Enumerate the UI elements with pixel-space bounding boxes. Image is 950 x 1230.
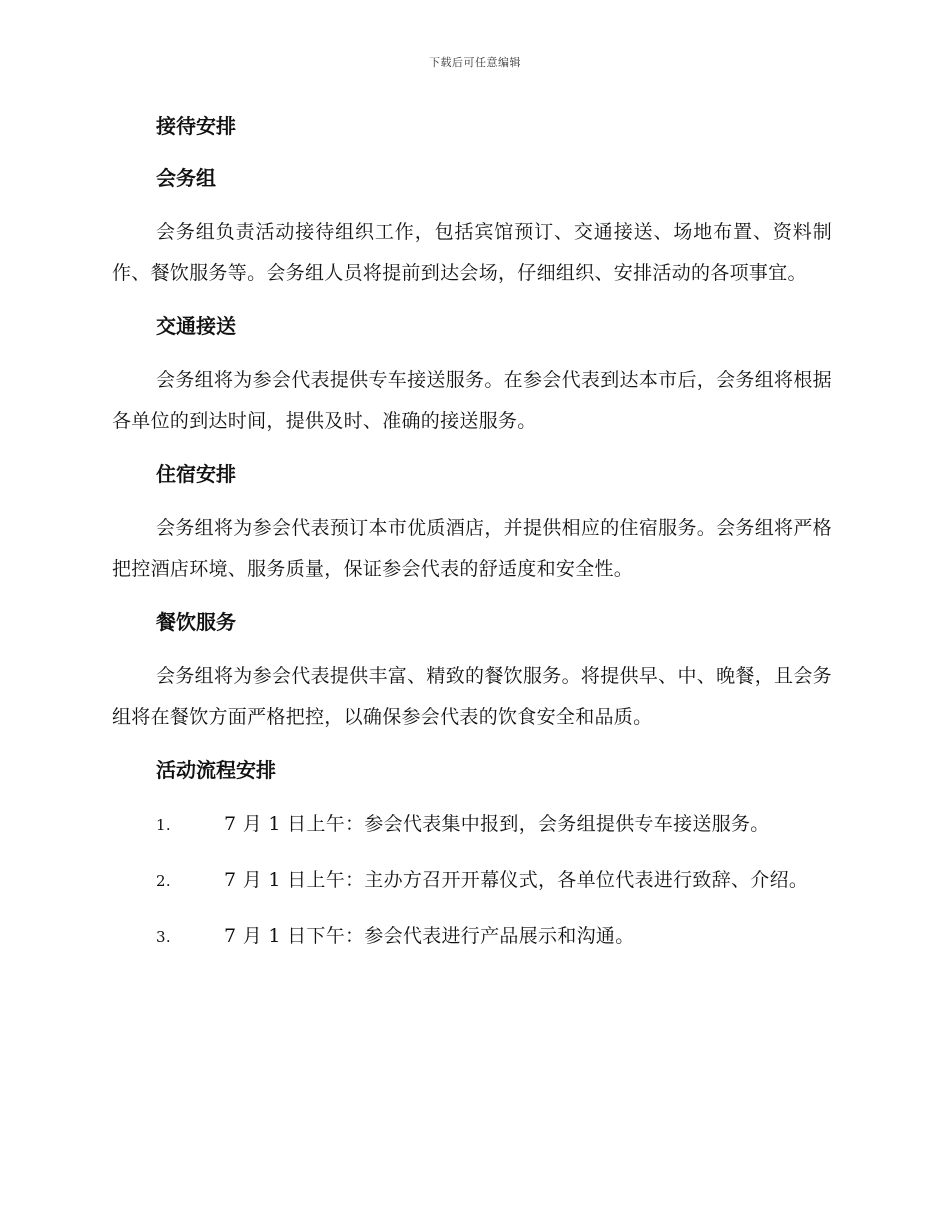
document-body (112, 108, 832, 972)
schedule-item-text: 7 月 1 日下午：参会代表进行产品展示和沟通。 (224, 925, 635, 947)
schedule-item (112, 804, 832, 846)
paragraph-catering: 会务组将为参会代表提供丰富、精致的餐饮服务。将提供早、中、晚餐，且会务组将在餐饮方面严格把控，以确保参会代表的饮食安全和品质。 (112, 665, 832, 728)
page-header-note: 下载后可任意编辑 (429, 56, 521, 69)
paragraph-accommodation: 会务组将为参会代表预订本市优质酒店，并提供相应的住宿服务。会务组将严格把控酒店环境、服务质量，保证参会代表的舒适度和安全性。 (112, 517, 832, 580)
schedule-item-number: 1. (156, 816, 171, 834)
schedule-item-text: 7 月 1 日上午：主办方召开开幕仪式，各单位代表进行致辞、介绍。 (224, 869, 809, 891)
schedule-item (112, 916, 832, 958)
paragraph-conference-team: 会务组负责活动接待组织工作，包括宾馆预订、交通接送、场地布置、资料制作、餐饮服务等。会务组人员将提前到达会场，仔细组织、安排活动的各项事宜。 (112, 221, 832, 284)
schedule-item-text: 7 月 1 日上午：参会代表集中报到，会务组提供专车接送服务。 (224, 813, 770, 835)
paragraph-transport: 会务组将为参会代表提供专车接送服务。在参会代表到达本市后，会务组将根据各单位的到达时间，提供及时、准确的接送服务。 (112, 369, 832, 432)
section-heading-accommodation: 住宿安排 (156, 462, 236, 486)
section-heading-conference-team: 会务组 (156, 166, 216, 190)
schedule-item-number: 2. (156, 872, 171, 890)
schedule-item-number: 3. (156, 928, 171, 946)
schedule-item (112, 860, 832, 902)
section-heading-catering: 餐饮服务 (156, 610, 236, 634)
section-heading-transport: 交通接送 (156, 314, 236, 338)
section-heading-schedule: 活动流程安排 (156, 758, 276, 782)
section-heading-reception: 接待安排 (156, 114, 236, 138)
